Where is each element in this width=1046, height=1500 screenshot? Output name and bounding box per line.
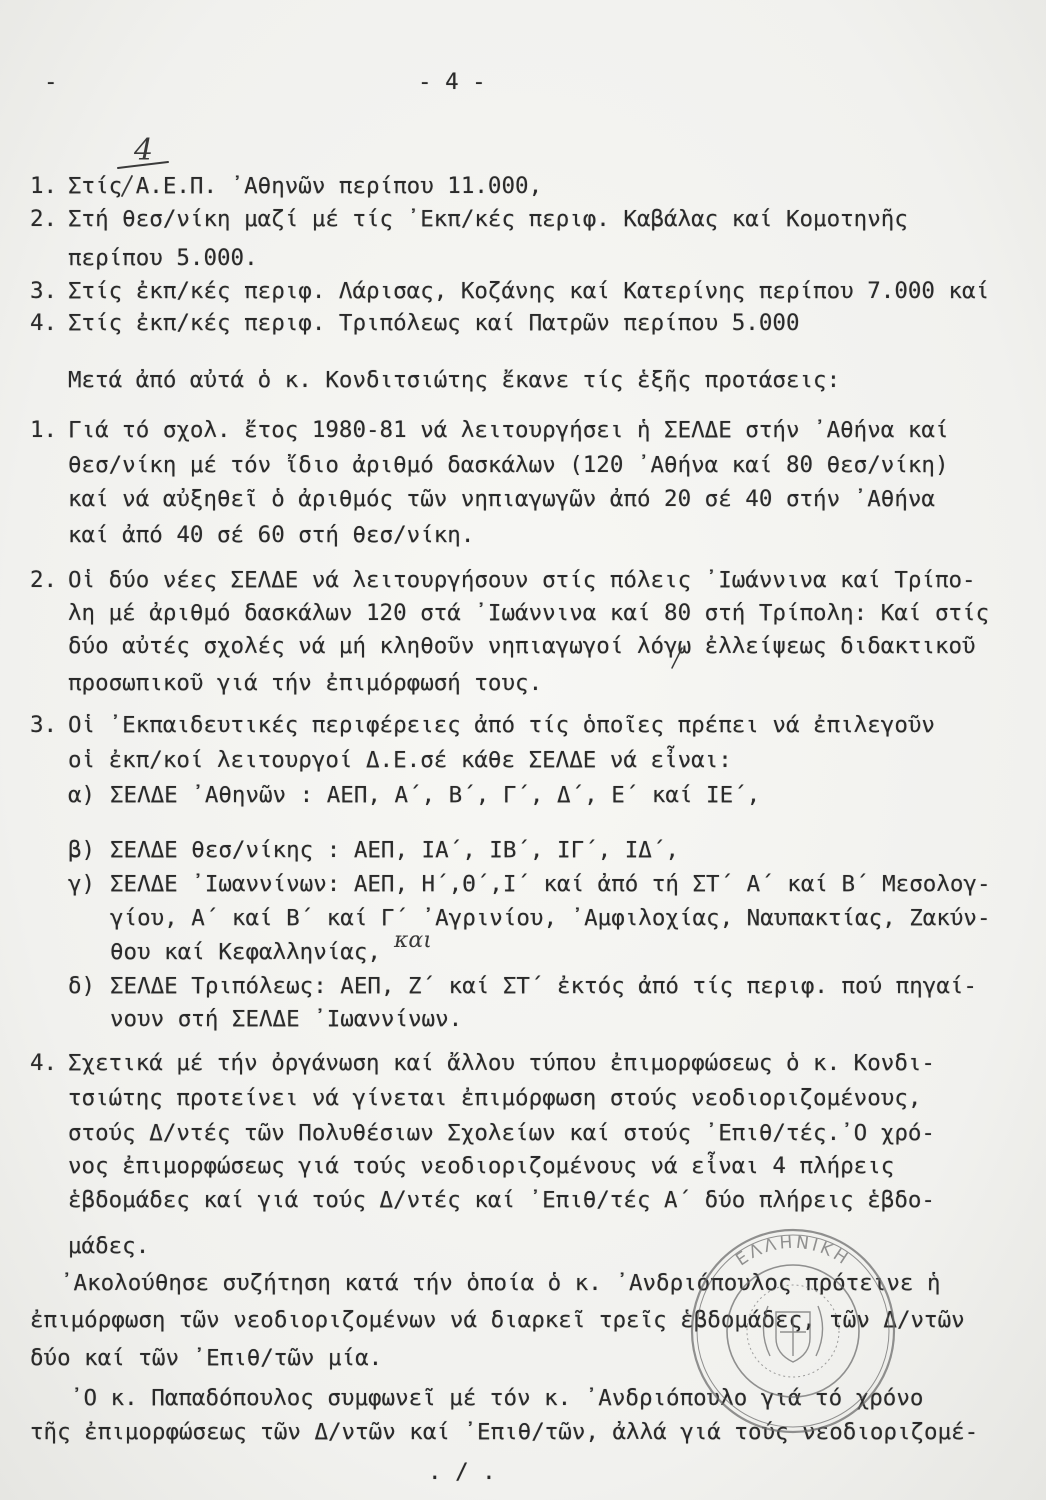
allocation-number-2: 2. — [30, 206, 58, 232]
proposal-line: Σχετικά μέ τήν ὀργάνωση καί ἄλλου τύπου ἐπιμορφώσεως ὁ κ. Κονδι- — [68, 1050, 935, 1076]
proposal-line: προσωπικοῦ γιά τήν ἐπιμόρφωσή τους. — [68, 670, 543, 696]
proposal-line: Γιά τό σχολ. ἔτος 1980-81 νά λειτουργήσει ἡ ΣΕΛΔΕ στήν ᾿Αθήνα καί — [68, 417, 949, 443]
allocation-number-3: 3. — [30, 278, 58, 304]
sub-item-line: ΣΕΛΔΕ θεσ/νίκης : ΑΕΠ, ΙΑ΄, ΙΒ΄, ΙΓ΄, ΙΔ΄, — [110, 837, 679, 863]
sub-item-line: ΣΕΛΔΕ Τριπόλεως: ΑΕΠ, Ζ΄ καί ΣΤ΄ ἐκτός ἀπό τίς περιφ. πού πηγαί- — [110, 973, 977, 999]
proposal-line: καί ἀπό 40 σέ 60 στή θεσ/νίκη. — [68, 522, 475, 548]
corner-mark: - — [44, 69, 58, 95]
proposal-line: στούς Δ/ντές τῶν Πολυθέσιων Σχολείων καί στούς ᾿Επιθ/τές.᾿Ο χρό- — [68, 1120, 935, 1146]
allocation-line: Στή θεσ/νίκη μαζί μέ τίς ᾿Εκπ/κές περιφ. Καβάλας καί Κομοτηνῆς — [68, 206, 908, 232]
proposal-line: θεσ/νίκη μέ τόν ἴδιο ἀριθμό δασκάλων (120 ᾿Αθήνα καί 80 θεσ/νίκη) — [68, 452, 949, 478]
papadopoulos-line: τῆς ἐπιμορφώσεως τῶν Δ/ντῶν καί ᾿Επιθ/τῶν, ἀλλά γιά τούς νεοδιοριζομέ- — [30, 1419, 979, 1445]
sub-item-line: ΣΕΛΔΕ ᾿Ιωαννίνων: ΑΕΠ, Η΄,Θ΄,Ι΄ καί ἀπό τή ΣΤ΄ Α΄ καί Β΄ Μεσολογ- — [110, 871, 991, 897]
allocation-number-1: 1. — [30, 173, 58, 199]
papadopoulos-line: ᾿Ο κ. Παπαδόπουλος συμφωνεῖ μέ τόν κ. ᾿Ανδριόπουλο γιά τό χρόνο — [70, 1385, 924, 1411]
continuation-footer: . / . — [428, 1459, 496, 1485]
proposal-line: καί νά αὐξηθεῖ ὁ ἀριθμός τῶν νηπιαγωγῶν ἀπό 20 σέ 40 στήν ᾿Αθήνα — [68, 486, 935, 512]
page-number: - 4 - — [418, 69, 486, 95]
allocation-line: Στίς ἐκπ/κές περιφ. Λάρισας, Κοζάνης καί Κατερίνης περίπου 7.000 καί — [68, 278, 990, 304]
sub-item-line: θου καί Κεφαλληνίας, — [110, 939, 381, 965]
proposal-line: λη μέ ἀριθμό δασκάλων 120 στά ᾿Ιωάννινα καί 80 στή Τρίπολη: Καί στίς — [68, 600, 990, 626]
coat-of-arms-icon — [763, 1306, 822, 1362]
sub-item-label-c: γ) — [68, 871, 96, 897]
discussion-line: ᾿Ακολούθησε συζήτηση κατά τήν ὁποία ὁ κ. ᾿Ανδριόπουλος πρότεινε ἡ — [60, 1270, 941, 1296]
proposal-line: δύο αὐτές σχολές νά μή κληθοῦν νηπιαγωγοί λόγω ἐλλείψεως διδακτικοῦ — [68, 633, 976, 659]
allocation-line: περίπου 5.000. — [68, 245, 258, 271]
sub-item-line: γίου, Α΄ καί Β΄ καί Γ΄ ᾿Αγρινίου, ᾿Αμφιλοχίας, Ναυπακτίας, Ζακύν- — [110, 905, 991, 931]
handwritten-insertion: και — [394, 928, 432, 953]
proposal-line: οἱ ἐκπ/κοί λειτουργοί Δ.Ε.σέ κάθε ΣΕΛΔΕ νά εἶναι: — [68, 747, 732, 773]
official-seal — [688, 1226, 898, 1436]
proposal-number-2: 2. — [30, 567, 58, 593]
seal-lettering: ΕΛΛΗΝΙΚΗ — [732, 1232, 854, 1271]
sub-item-label-b: β) — [68, 837, 96, 863]
allocation-line: Στίς Α.Ε.Π. ᾿Αθηνῶν περίπου 11.000, — [68, 173, 543, 199]
proposal-number-3: 3. — [30, 712, 58, 738]
proposal-line: ἑβδομάδες καί γιά τούς Δ/ντές καί ᾿Επιθ/τές Α΄ δύο πλήρεις ἑβδο- — [68, 1187, 935, 1213]
handwritten-page-mark: 4 — [134, 133, 154, 168]
proposal-line: Οἱ δύο νέες ΣΕΛΔΕ νά λειτουργήσουν στίς πόλεις ᾿Ιωάννινα καί Τρίπο- — [68, 567, 976, 593]
sub-item-label-d: δ) — [68, 973, 96, 999]
proposal-number-4: 4. — [30, 1050, 58, 1076]
transition-paragraph: Μετά ἀπό αὐτά ὁ κ. Κονδιτσιώτης ἔκανε τίς ἑξῆς προτάσεις: — [68, 367, 841, 393]
proposal-line: τσιώτης προτείνει νά γίνεται ἐπιμόρφωση στούς νεοδιοριζομένους, — [68, 1085, 922, 1111]
allocation-number-4: 4. — [30, 310, 58, 336]
proposal-line: μάδες. — [68, 1233, 150, 1259]
proposal-line: Οἱ ᾿Εκπαιδευτικές περιφέρειες ἀπό τίς ὁποῖες πρέπει νά ἐπιλεγοῦν — [68, 712, 935, 738]
discussion-line: ἐπιμόρφωση τῶν νεοδιοριζομένων νά διαρκεῖ τρεῖς ἑβδομάδες, τῶν Δ/ντῶν — [30, 1307, 965, 1333]
sub-item-label-a: α) — [68, 782, 96, 808]
allocation-line: Στίς ἐκπ/κές περιφ. Τριπόλεως καί Πατρῶν περίπου 5.000 — [68, 310, 800, 336]
discussion-line: δύο καί τῶν ᾿Επιθ/τῶν μία. — [30, 1345, 383, 1371]
sub-item-line: νουν στή ΣΕΛΔΕ ᾿Ιωαννίνων. — [110, 1006, 463, 1032]
sub-item-line: ΣΕΛΔΕ ᾿Αθηνῶν : ΑΕΠ, Α΄, Β΄, Γ΄, Δ΄, Ε΄ καί ΙΕ΄, — [110, 782, 761, 808]
proposal-line: νος ἐπιμορφώσεως γιά τούς νεοδιοριζομένους νά εἶναι 4 πλήρεις — [68, 1153, 895, 1179]
proposal-number-1: 1. — [30, 417, 58, 443]
